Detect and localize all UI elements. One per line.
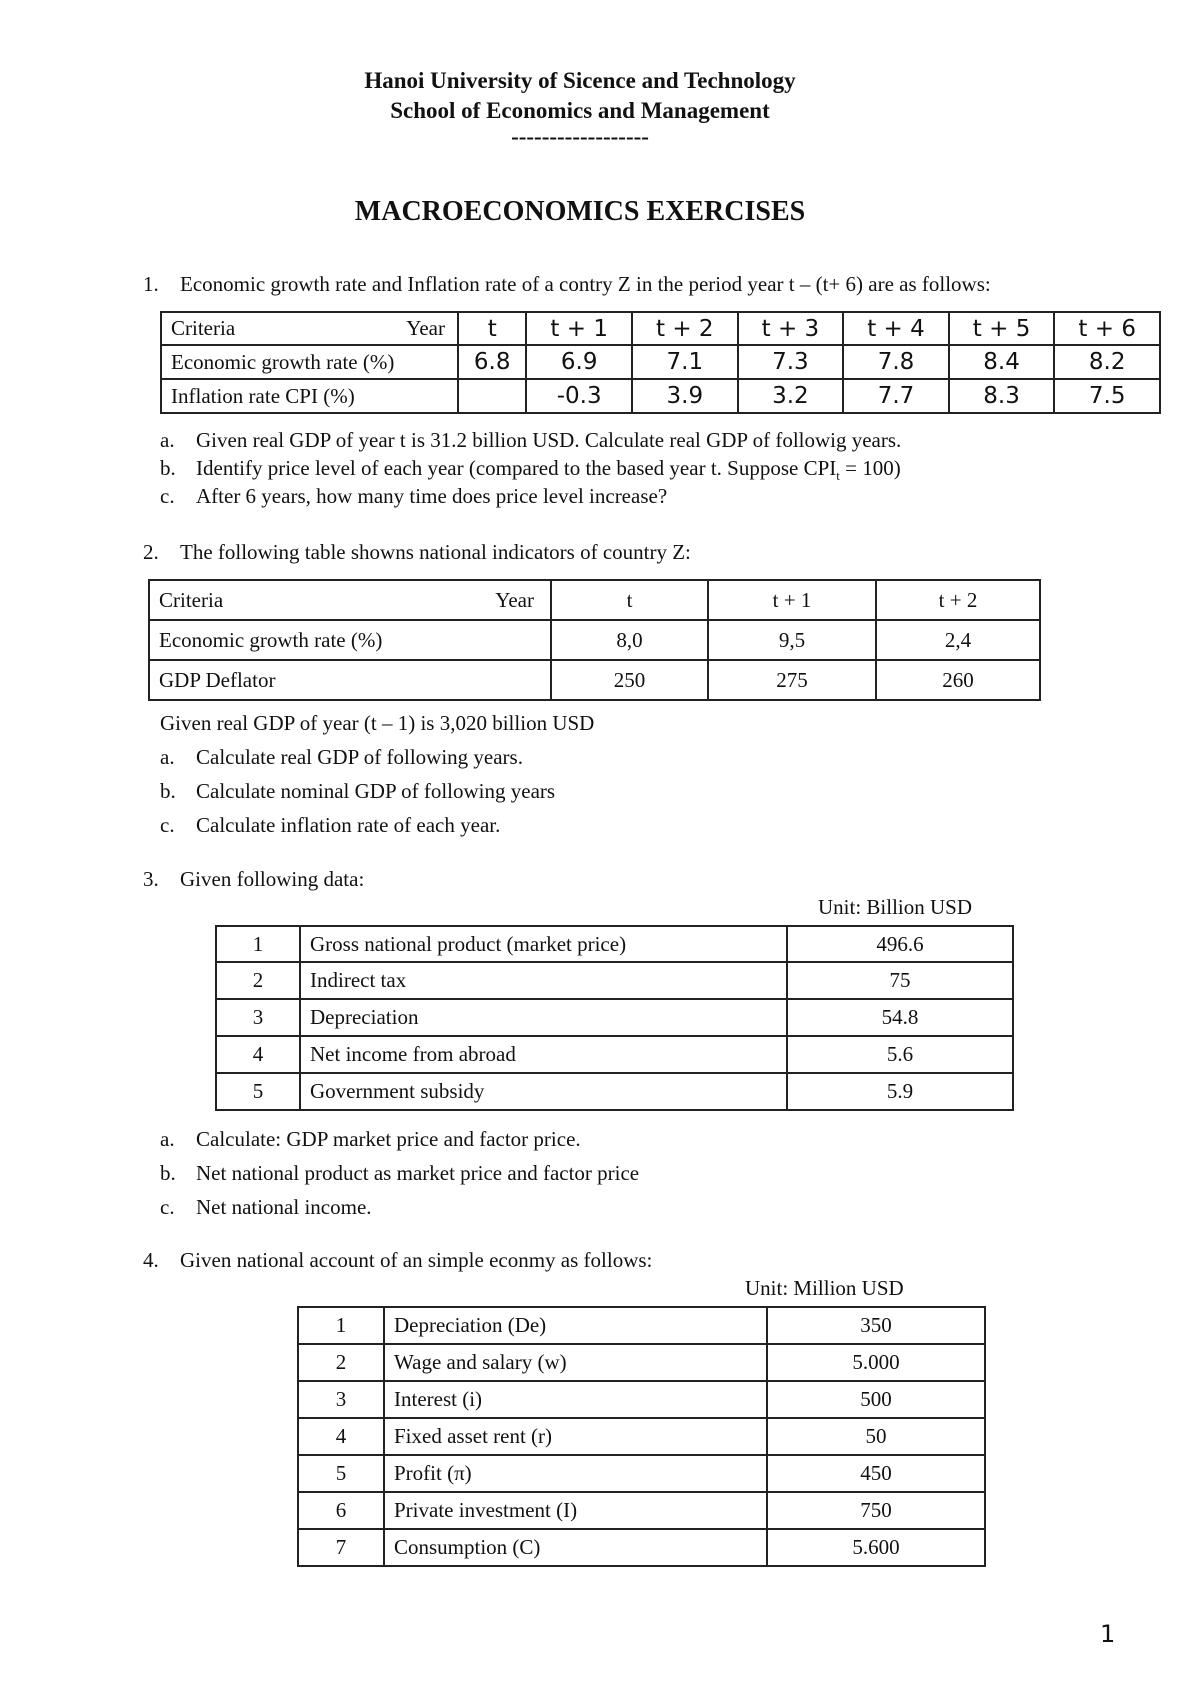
table-row [298,1529,985,1566]
q2-cell: 260 [876,660,1040,700]
q3-item-c-letter: c. [160,1195,175,1219]
q3-item-b-letter: b. [160,1161,176,1185]
q4-row-number: 6 [298,1492,384,1529]
q4-row-label: Consumption (C) [384,1529,767,1566]
q4-row-label: Wage and salary (w) [384,1344,767,1381]
q1-cell [458,379,526,413]
q1-year-header: t + 1 [526,312,632,345]
q4-row-number: 7 [298,1529,384,1566]
q1-year-header: t + 6 [1054,312,1160,345]
q1-cell: 7.5 [1054,379,1160,413]
q3-row-value: 5.9 [787,1073,1013,1110]
q1-cell: 8.4 [949,345,1055,379]
table-row [298,1307,985,1344]
q3-number: 3. [143,867,159,891]
q2-year-header: t + 1 [708,580,876,620]
q3-row-number: 3 [216,999,300,1036]
q4-row-value: 500 [767,1381,985,1418]
q4-unit: Unit: Million USD [745,1276,904,1300]
q1-number: 1. [143,272,159,296]
q4-row-value: 350 [767,1307,985,1344]
q2-item-c: Calculate inflation rate of each year. [196,813,501,837]
q2-item-b-letter: b. [160,779,176,803]
q1-year-header: t + 5 [949,312,1055,345]
q3-item-b: Net national product as market price and factor price [196,1161,640,1185]
table-row [216,999,1013,1036]
q2-criteria-label: Criteria [159,587,224,612]
q2-row-label: Economic growth rate (%) [149,620,551,660]
table-row [298,1381,985,1418]
q1-cell: 7.7 [843,379,949,413]
q1-prompt: Economic growth rate and Inflation rate of a contry Z in the period year t – (t+ 6) are as follows: [180,272,991,296]
q1-row-label: Inflation rate CPI (%) [161,379,458,413]
q4-row-number: 4 [298,1418,384,1455]
q3-row-label: Government subsidy [300,1073,787,1110]
q3-table [215,925,1014,1111]
q1-table-header-row [161,312,1160,345]
q3-row-value: 54.8 [787,999,1013,1036]
q2-number: 2. [143,540,159,564]
q2-prompt: The following table showns national indicators of country Z: [180,540,691,564]
q4-row-label: Profit (π) [384,1455,767,1492]
q3-item-a: Calculate: GDP market price and factor price. [196,1127,581,1151]
table-row [216,962,1013,999]
q2-cell: 8,0 [551,620,708,660]
q1-table [160,311,1161,414]
q1-item-b: Identify price level of each year (compared to the based year t. Suppose $CPI_t = 100$) [196,456,901,484]
q4-row-value: 750 [767,1492,985,1529]
q3-prompt: Given following data: [180,867,365,891]
page-title: MACROECONOMICS EXERCISES [354,196,806,227]
q3-row-value: 75 [787,962,1013,999]
q1-row-label: Economic growth rate (%) [161,345,458,379]
q2-year-label: Year [495,587,534,612]
q3-row-number: 5 [216,1073,300,1110]
q1-cell: 3.9 [632,379,738,413]
q3-row-number: 2 [216,962,300,999]
q4-row-number: 1 [298,1307,384,1344]
q3-row-label: Indirect tax [300,962,787,999]
q3-item-a-letter: a. [160,1127,175,1151]
q1-cell: 7.3 [738,345,844,379]
q1-cell: 3.2 [738,379,844,413]
q2-cell: 275 [708,660,876,700]
q2-table-header-row [149,580,1040,620]
q1-year-header: t + 2 [632,312,738,345]
q1-year-header: t + 3 [738,312,844,345]
q4-row-number: 2 [298,1344,384,1381]
q1-item-a: Given real GDP of year t is 31.2 billion USD. Calculate real GDP of followig years. [196,428,902,452]
q1-table-row [161,379,1160,413]
q4-row-number: 5 [298,1455,384,1492]
q4-table [297,1306,986,1567]
q2-criteria-year-cell [149,580,551,620]
q3-row-number: 1 [216,926,300,962]
q1-cell: -0.3 [526,379,632,413]
q4-row-number: 3 [298,1381,384,1418]
q3-row-value: 5.6 [787,1036,1013,1073]
table-row [216,1073,1013,1110]
q3-row-label: Gross national product (market price) [300,926,787,962]
table-row [216,1036,1013,1073]
q2-year-header: t [551,580,708,620]
q1-cell: 7.8 [843,345,949,379]
q2-cell: 9,5 [708,620,876,660]
q1-criteria-label: Criteria [171,316,236,340]
university-name: Hanoi University of Sicence and Technology [364,68,796,93]
q3-row-label: Depreciation [300,999,787,1036]
q4-row-label: Fixed asset rent (r) [384,1418,767,1455]
q1-criteria-year-cell [161,312,458,345]
q1-item-c-letter: c. [160,484,175,508]
q2-given: Given real GDP of year (t – 1) is 3,020 billion USD [160,711,595,735]
q1-year-label: Year [406,316,445,340]
q3-row-number: 4 [216,1036,300,1073]
header-divider: ------------------ [511,124,649,149]
q2-item-c-letter: c. [160,813,175,837]
q4-row-value: 5.600 [767,1529,985,1566]
q4-prompt: Given national account of an simple econmy as follows: [180,1248,653,1272]
school-name: School of Economics and Management [390,98,770,123]
q4-row-value: 5.000 [767,1344,985,1381]
q2-table-row [149,620,1040,660]
q1-cell: 6.9 [526,345,632,379]
q1-cell: 7.1 [632,345,738,379]
q2-table-row [149,660,1040,700]
q2-table [148,579,1041,701]
q4-row-label: Interest (i) [384,1381,767,1418]
table-row [298,1344,985,1381]
q1-year-header: t [458,312,526,345]
q1-table-row [161,345,1160,379]
q3-item-c: Net national income. [196,1195,372,1219]
q2-cell: 250 [551,660,708,700]
q1-cell: 8.3 [949,379,1055,413]
table-row [298,1492,985,1529]
page-number: 1 [1100,1620,1116,1648]
q2-item-a: Calculate real GDP of following years. [196,745,523,769]
table-row [298,1455,985,1492]
q4-row-value: 50 [767,1418,985,1455]
q3-row-label: Net income from abroad [300,1036,787,1073]
q4-row-value: 450 [767,1455,985,1492]
q1-item-b-letter: b. [160,456,176,480]
q1-year-header: t + 4 [843,312,949,345]
q4-number: 4. [143,1248,159,1272]
q4-row-label: Depreciation (De) [384,1307,767,1344]
q4-row-label: Private investment (I) [384,1492,767,1529]
q3-unit: Unit: Billion USD [818,895,973,919]
q2-cell: 2,4 [876,620,1040,660]
q3-row-value: 496.6 [787,926,1013,962]
q1-cell: 8.2 [1054,345,1160,379]
q2-item-b: Calculate nominal GDP of following years [196,779,556,803]
table-row [216,926,1013,962]
q2-year-header: t + 2 [876,580,1040,620]
q2-row-label: GDP Deflator [149,660,551,700]
q1-item-c: After 6 years, how many time does price level increase? [196,484,668,508]
q1-item-a-letter: a. [160,428,175,452]
q1-cell: 6.8 [458,345,526,379]
q2-item-a-letter: a. [160,745,175,769]
table-row [298,1418,985,1455]
